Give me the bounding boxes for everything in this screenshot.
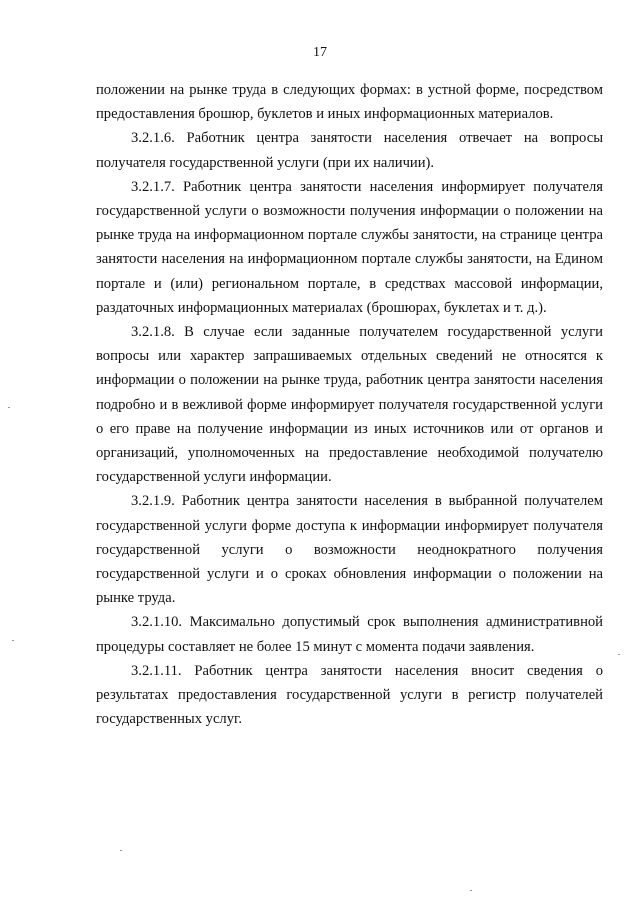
scan-speck <box>120 850 122 851</box>
scan-speck <box>470 890 472 891</box>
scan-speck <box>12 640 14 641</box>
paragraph-continuation: положении на рынке труда в следующих формах: в устной форме, посредством предоставления брошюр, буклетов и иных информационных материалов. <box>96 82 603 123</box>
page-number: 17 <box>313 45 327 60</box>
paragraph-3-2-1-11: 3.2.1.11. Работник центра занятости населения вносит сведения о результатах предоставления государственной услуги в регистр получателей государственных услуг. <box>96 662 603 728</box>
paragraph-3-2-1-6: 3.2.1.6. Работник центра занятости населения отвечает на вопросы получателя государственной услуги (при их наличии). <box>96 130 603 171</box>
document-body <box>96 78 603 731</box>
paragraph-3-2-1-7: 3.2.1.7. Работник центра занятости населения информирует получателя государственной услуги о возможности получения информации о положении на рынке труда на информационном портале службы занятости, на странице центра занятости населения на информационном портале службы занятости, на Едином портале и (или) региональном портале, в средствах массовой информации, раздаточных информационных материалах (брошюрах, буклетах и т. д.). <box>96 178 603 316</box>
paragraph-3-2-1-9: 3.2.1.9. Работник центра занятости населения в выбранной получателем государственной услуги форме доступа к информации информирует получателя государственной услуги о возможности неоднократного получения государственной услуги и о сроках обновления информации о положении на рынке труда. <box>96 493 603 607</box>
paragraph-3-2-1-10: 3.2.1.10. Максимально допустимый срок выполнения административной процедуры составляет не более 15 минут с момента подачи заявления. <box>96 614 603 655</box>
paragraph-3-2-1-8: 3.2.1.8. В случае если заданные получателем государственной услуги вопросы или характер запрашиваемых отдельных сведений не относятся к информации о положении на рынке труда, работник центра занятости населения подробно и в вежливой форме информирует получателя государственной услуги о его праве на получение информации из иных источников или от органов и организаций, уполномоченных на предоставление необходимой получателю государственной услуги информации. <box>96 324 603 486</box>
scan-speck <box>8 407 10 408</box>
scan-speck <box>618 654 620 655</box>
